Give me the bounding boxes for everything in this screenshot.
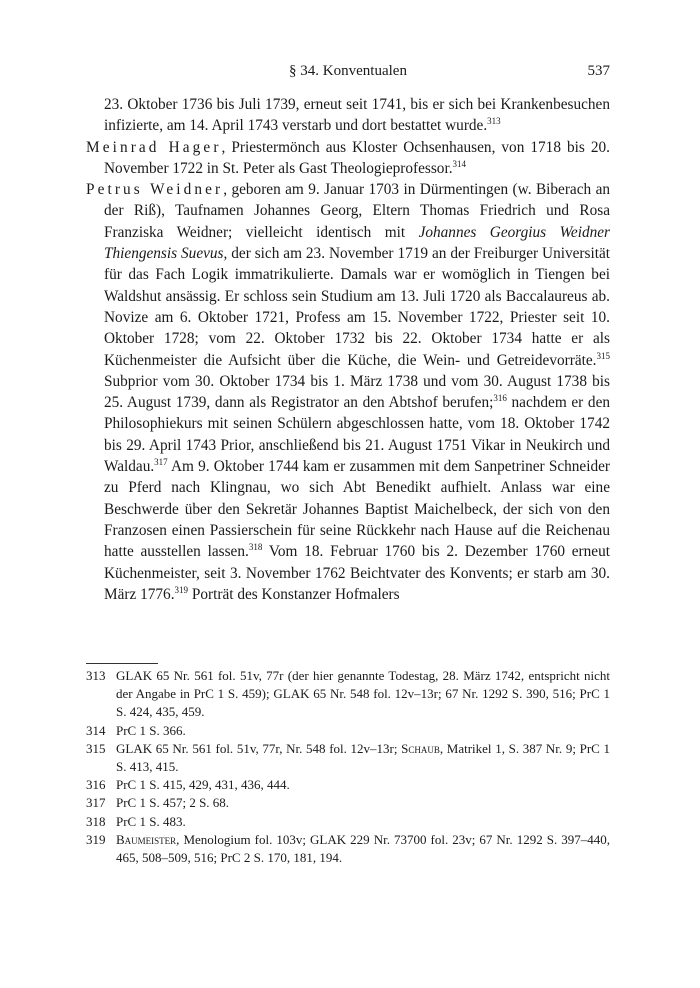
footnote — [86, 813, 610, 831]
footnote — [86, 740, 610, 776]
person-name: Meinrad Hager — [86, 138, 222, 156]
author-name: Schaub — [401, 740, 440, 756]
entry-text: Subprior vom 30. Oktober 1734 bis 1. März 1738 und vom 30. August 1738 bis 25. August 1739, dann als Registrator an den Abtshof berufen; — [104, 372, 610, 412]
author-name: Baumeister — [116, 831, 177, 847]
footnote — [86, 667, 610, 722]
entry-meinrad-hager — [86, 137, 610, 180]
footnote-ref: 319 — [174, 584, 189, 595]
entry-text: Porträt des Konstanzer Hofmalers — [188, 585, 400, 603]
footnote-ref: 318 — [248, 542, 263, 553]
person-name: Petrus Weidner — [86, 181, 224, 199]
footnotes — [86, 667, 610, 867]
footnote-number: 315 — [86, 740, 106, 756]
footnote-number: 318 — [86, 813, 106, 829]
paragraph-continuation — [86, 94, 610, 137]
footnote-number: 313 — [86, 668, 106, 683]
footnote — [86, 722, 610, 740]
footnote-text-part: PrC 1 S. 483. — [116, 813, 186, 829]
footnote-ref: 317 — [154, 456, 168, 467]
entry-text: nachdem er den Philosophiekurs mit seinen Schülern abgeschlossen hatte, vom 18. Oktober 1742 bis 29. April 1743 Prior, anschließend bis 21. August 1751 Vikar in Neukirch und Waldau. — [104, 394, 611, 476]
footnote-text — [116, 776, 610, 794]
footnote-separator — [86, 663, 158, 664]
footnote-text — [116, 722, 610, 740]
entry-text: , der sich am 23. November 1719 an der Freiburger Universität für das Fach Logik immatrikulierte. Damals war er womöglich in Tiengen bei Waldshut ansässig. Er schloss sein Studium am 13. Juli 1720 als Baccalaureus ab. Novize am 6. Oktober 1721, Profess am 15. November 1722, Priester seit 10. Oktober 1728; vom 22. Oktober 1732 bis 22. Oktober 1734 hatte er als Küchenmeister die Aufsicht über die Küche, die Wein- und Getreidevorräte. — [104, 245, 610, 369]
footnote-number: 319 — [86, 831, 106, 847]
entry-text: , Priestermönch aus Kloster Ochsenhausen, von 1718 bis 20. November 1722 in St. Peter als Gast Theologieprofessor. — [104, 138, 610, 177]
entry-text: , geboren am 9. Januar 1703 in Dürmentingen (w. Biberach an der Riß), Taufnamen Johannes Georg, Eltern Thomas Friedrich und Rosa Franziska Weidner; vielleicht identisch mit — [104, 181, 611, 241]
footnote-ref: 316 — [493, 393, 507, 404]
footnote — [86, 831, 610, 867]
footnote-text — [116, 740, 610, 776]
footnote-text-part: GLAK 65 Nr. 561 fol. 51v, 77r, Nr. 548 fol. 12v–13r; — [116, 740, 402, 756]
entry-text: Vom 18. Februar 1760 bis 2. Dezember 1760 erneut Küchenmeister, seit 3. November 1762 Beichtvater des Konvents; er starb am 30. März 1776. — [104, 543, 610, 603]
section-title: § 34. Konventualen — [289, 63, 407, 79]
footnote-number: 317 — [86, 795, 106, 811]
footnote-ref: 315 — [596, 350, 610, 361]
main-text — [86, 94, 610, 605]
entry-text: Am 9. Oktober 1744 kam er zusammen mit dem Sanpetriner Schneider zu Pferd nach Klingnau, wo sich Abt Benedikt aufhielt. Anlass war eine Beschwerde über den Sekretär Johannes Baptist Maichelbeck, der sich von den Franzosen einen Passierschein für seine Rückkehr nach Hause auf die Reichenau hatte ausstellen lassen. — [104, 458, 610, 561]
footnote-text-part: GLAK 65 Nr. 561 fol. 51v, 77r (der hier genannte Todestag, 28. März 1742, entspricht nicht der Angabe in PrC 1 S. 459); GLAK 65 Nr. 548 fol. 12v–13r; 67 Nr. 1292 S. 390, 516; PrC 1 S. 424, 435, 459. — [116, 668, 610, 720]
footnote-ref: 313 — [487, 116, 501, 127]
footnote-text-part: PrC 1 S. 457; 2 S. 68. — [116, 795, 230, 811]
footnote-text — [116, 667, 610, 722]
running-header — [86, 63, 610, 83]
footnote-text — [116, 831, 610, 867]
footnote-text — [116, 794, 610, 812]
footnote-ref: 314 — [452, 158, 467, 169]
italic-name: Johannes Georgius Weidner Thiengensis Suevus — [104, 223, 610, 263]
footnote — [86, 776, 610, 794]
footnote-text-part: PrC 1 S. 415, 429, 431, 436, 444. — [116, 777, 290, 793]
footnote-number: 316 — [86, 777, 106, 793]
footnote-number: 314 — [86, 722, 106, 738]
paragraph-text: 23. Oktober 1736 bis Juli 1739, erneut seit 1741, bis er sich bei Krankenbesuchen infizierte, am 14. April 1743 verstarb und dort bestattet wurde. — [104, 96, 610, 135]
page-number: 537 — [587, 63, 610, 79]
footnote-text-part: PrC 1 S. 366. — [116, 722, 186, 738]
footnote-text-part: , Menologium fol. 103v; GLAK 229 Nr. 73700 fol. 23v; 67 Nr. 1292 S. 397–440, 465, 508–509, 516; PrC 2 S. 170, 181, 194. — [116, 831, 610, 866]
entry-petrus-weidner — [86, 179, 610, 605]
footnote-text-part: , Matrikel 1, S. 387 Nr. 9; PrC 1 S. 413, 415. — [116, 740, 610, 775]
footnote-text — [116, 813, 610, 831]
footnote — [86, 794, 610, 812]
